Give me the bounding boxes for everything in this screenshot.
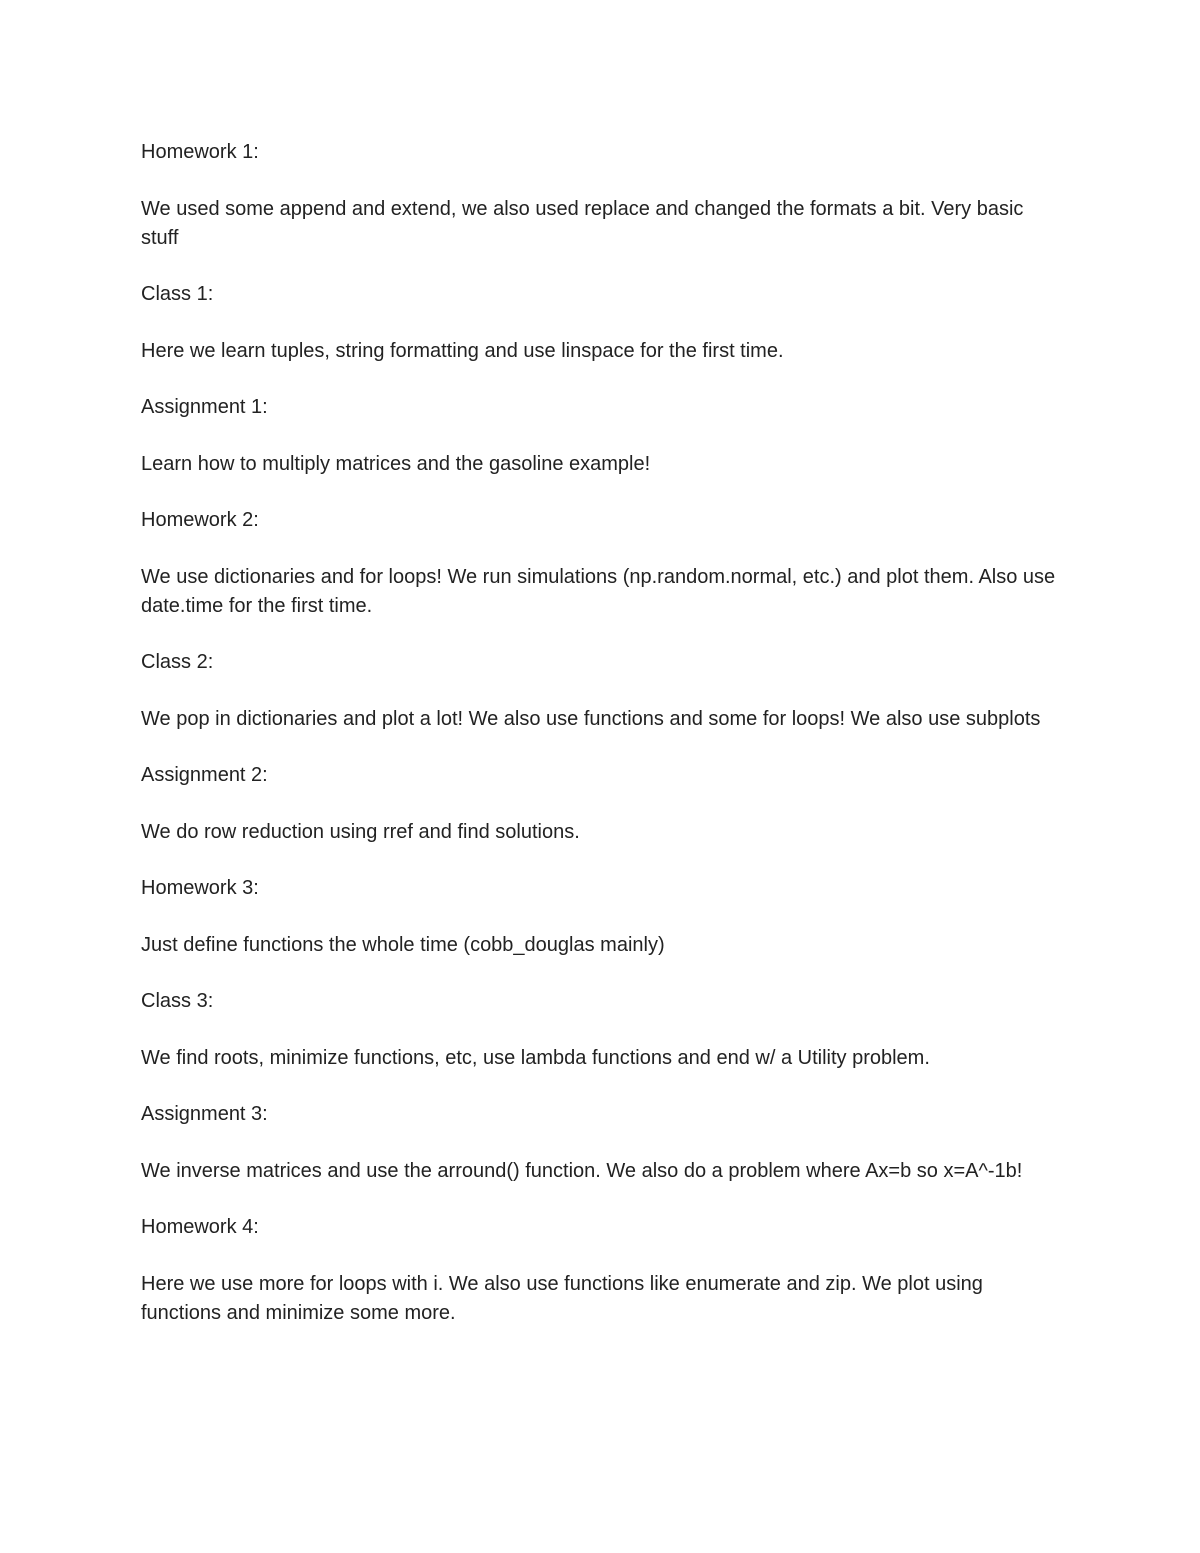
section-heading: Class 1: [141,283,214,305]
section-text: We used some append and extend, we also used replace and changed the formats a bit. Very basic stuff [141,198,1024,249]
section-class-3 [141,987,1061,1073]
section-heading: Homework 3: [141,877,259,899]
section-class-1 [141,280,1061,366]
section-heading: Homework 1: [141,141,259,163]
section-text: We use dictionaries and for loops! We run simulations (np.random.normal, etc.) and plot them. Also use date.time for the first time. [141,566,1056,617]
section-text: Here we learn tuples, string formatting and use linspace for the first time. [141,340,784,362]
section-heading: Class 3: [141,990,214,1012]
section-text: We do row reduction using rref and find solutions. [141,821,580,843]
section-text: We pop in dictionaries and plot a lot! We also use functions and some for loops! We also use subplots [141,708,1041,730]
section-homework-4 [141,1213,1061,1328]
section-heading: Homework 4: [141,1216,259,1238]
document-body [141,138,1061,1355]
section-homework-1 [141,138,1061,253]
section-text: We find roots, minimize functions, etc, use lambda functions and end w/ a Utility problem. [141,1047,930,1069]
section-text: We inverse matrices and use the arround() function. We also do a problem where Ax=b so x=A^-1b! [141,1160,1023,1182]
section-text: Learn how to multiply matrices and the gasoline example! [141,453,651,475]
section-class-2 [141,648,1061,734]
section-text: Just define functions the whole time (cobb_douglas mainly) [141,934,665,956]
section-assignment-1 [141,393,1061,479]
section-heading: Homework 2: [141,509,259,531]
section-text: Here we use more for loops with i. We also use functions like enumerate and zip. We plot using functions and minimize some more. [141,1273,983,1324]
section-homework-2 [141,506,1061,621]
section-heading: Assignment 3: [141,1103,268,1125]
section-assignment-3 [141,1100,1061,1186]
section-assignment-2 [141,761,1061,847]
section-heading: Class 2: [141,651,214,673]
section-heading: Assignment 2: [141,764,268,786]
section-homework-3 [141,874,1061,960]
section-heading: Assignment 1: [141,396,268,418]
